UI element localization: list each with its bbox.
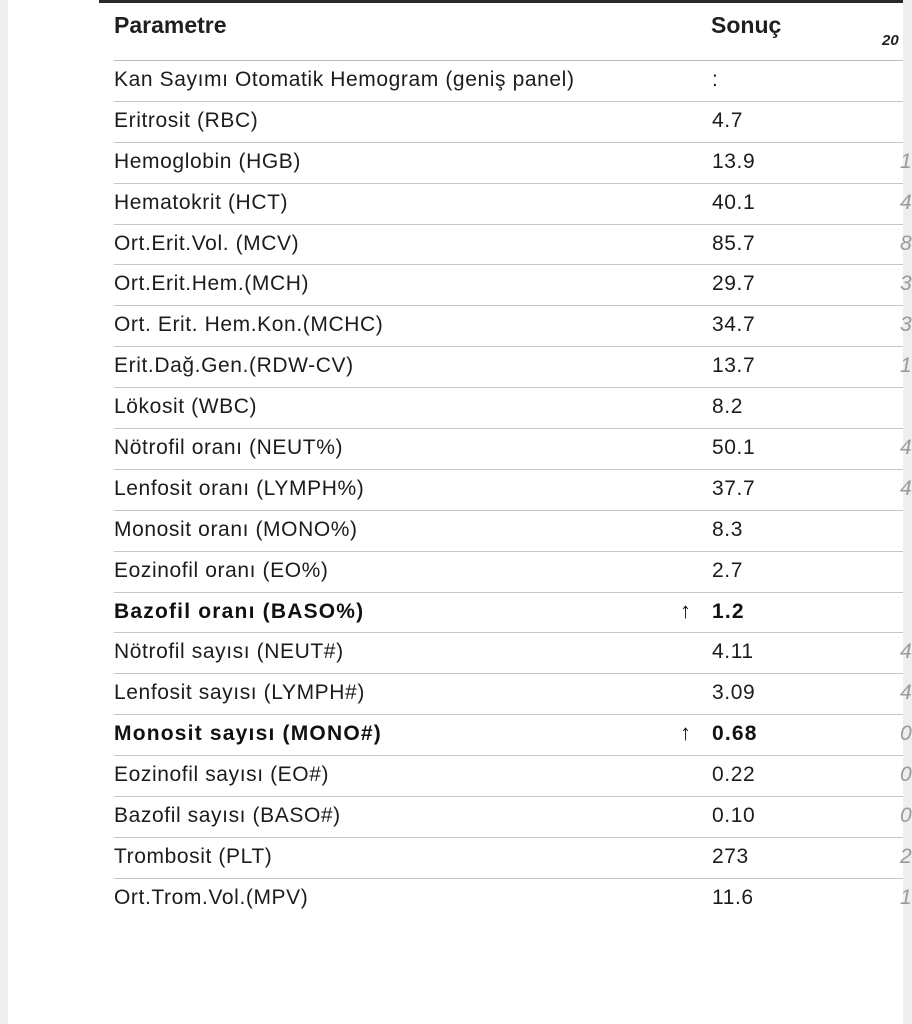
- result-value: 13.9: [712, 149, 756, 173]
- lab-report-page: [8, 0, 912, 1024]
- parameter-name: Hematokrit (HCT): [114, 190, 289, 214]
- parameter-name: Hemoglobin (HGB): [114, 149, 301, 173]
- parameter-name: Trombosit (PLT): [114, 844, 273, 868]
- table-row: [114, 633, 912, 674]
- result-value: 50.1: [712, 436, 756, 460]
- table-row: [114, 797, 912, 838]
- result-value: 4.11: [712, 640, 754, 664]
- parameter-name: Eozinofil sayısı (EO#): [114, 763, 330, 787]
- result-value: :: [712, 68, 719, 91]
- parameter-name: Bazofil oranı (BASO%): [114, 599, 365, 623]
- table-row: [114, 511, 903, 552]
- table-row: [114, 61, 903, 102]
- parameter-name: Nötrofil oranı (NEUT%): [114, 436, 344, 460]
- parameter-name: Nötrofil sayısı (NEUT#): [114, 640, 344, 664]
- parameter-name: Bazofil sayısı (BASO#): [114, 804, 341, 828]
- parameter-name: Ort.Trom.Vol.(MPV): [114, 885, 309, 909]
- result-value: 85.7: [712, 231, 756, 255]
- parameter-name: Monosit sayısı (MONO#): [114, 722, 382, 746]
- parameter-name: Ort.Erit.Vol. (MCV): [114, 231, 300, 255]
- table-row: [114, 225, 912, 266]
- parameter-name: Monosit oranı (MONO%): [114, 517, 358, 541]
- parameter-name: Erit.Dağ.Gen.(RDW-CV): [114, 354, 354, 378]
- table-row: [114, 102, 903, 143]
- table-row: [114, 593, 903, 634]
- table-row: [114, 265, 912, 306]
- high-arrow-icon: ↑: [680, 597, 691, 623]
- reference-fragment: 4: [900, 190, 912, 214]
- result-value: 0.68: [712, 722, 758, 746]
- reference-fragment: 8: [900, 231, 912, 255]
- parameter-name: Lenfosit oranı (LYMPH%): [114, 476, 365, 500]
- reference-fragment: 1: [900, 885, 912, 909]
- table-row: [114, 429, 912, 470]
- parameter-name: Eritrosit (RBC): [114, 108, 259, 132]
- table-row: [114, 838, 912, 879]
- table-row: [114, 306, 912, 347]
- reference-fragment: 2: [900, 844, 912, 868]
- table-row: [114, 143, 912, 184]
- table-row: [114, 756, 912, 797]
- result-value: 11.6: [712, 885, 754, 909]
- result-value: 2.7: [712, 558, 743, 582]
- reference-fragment: 4: [900, 436, 912, 460]
- table-row: [114, 552, 903, 593]
- parameter-name: Lökosit (WBC): [114, 395, 258, 419]
- result-value: 40.1: [712, 190, 756, 214]
- result-value: 34.7: [712, 313, 756, 337]
- table-header: [114, 6, 903, 61]
- parameter-name: Ort. Erit. Hem.Kon.(MCHC): [114, 313, 384, 337]
- reference-fragment: 1: [900, 149, 912, 173]
- table-row: [114, 347, 912, 388]
- result-value: 8.2: [712, 395, 743, 419]
- result-value: 0.10: [712, 804, 756, 828]
- top-divider: [99, 0, 903, 3]
- result-value: 1.2: [712, 599, 745, 623]
- result-value: 4.7: [712, 108, 743, 132]
- reference-fragment: 3: [900, 272, 912, 296]
- reference-fragment: 0: [900, 804, 912, 828]
- reference-fragment: 4: [900, 476, 912, 500]
- result-value: 37.7: [712, 476, 756, 500]
- reference-fragment: 1: [900, 354, 912, 378]
- table-row: [114, 715, 912, 756]
- table-row: [114, 388, 903, 429]
- reference-fragment: 0: [900, 763, 912, 787]
- table-row: [114, 470, 912, 511]
- reference-fragment: 3: [900, 313, 912, 337]
- reference-fragment: 0: [900, 722, 912, 746]
- parameter-name: Eozinofil oranı (EO%): [114, 558, 329, 582]
- result-value: 3.09: [712, 681, 756, 705]
- reference-fragment: 4: [900, 681, 912, 705]
- header-result: Sonuç: [711, 12, 782, 38]
- parameter-name: Lenfosit sayısı (LYMPH#): [114, 681, 365, 705]
- result-value: 273: [712, 844, 749, 868]
- high-arrow-icon: ↑: [680, 720, 691, 746]
- result-value: 0.22: [712, 763, 756, 787]
- parameter-name: Ort.Erit.Hem.(MCH): [114, 272, 310, 296]
- reference-fragment: 4: [900, 640, 912, 664]
- table-row: [114, 879, 912, 920]
- parameter-name: Kan Sayımı Otomatik Hemogram (geniş panel): [114, 68, 575, 91]
- result-value: 8.3: [712, 517, 743, 541]
- result-value: 29.7: [712, 272, 756, 296]
- header-parameter: Parametre: [114, 12, 227, 38]
- result-value: 13.7: [712, 354, 756, 378]
- header-date-fragment: 20: [882, 32, 899, 49]
- table-row: [114, 184, 912, 225]
- results-table: [114, 61, 912, 920]
- table-row: [114, 674, 912, 715]
